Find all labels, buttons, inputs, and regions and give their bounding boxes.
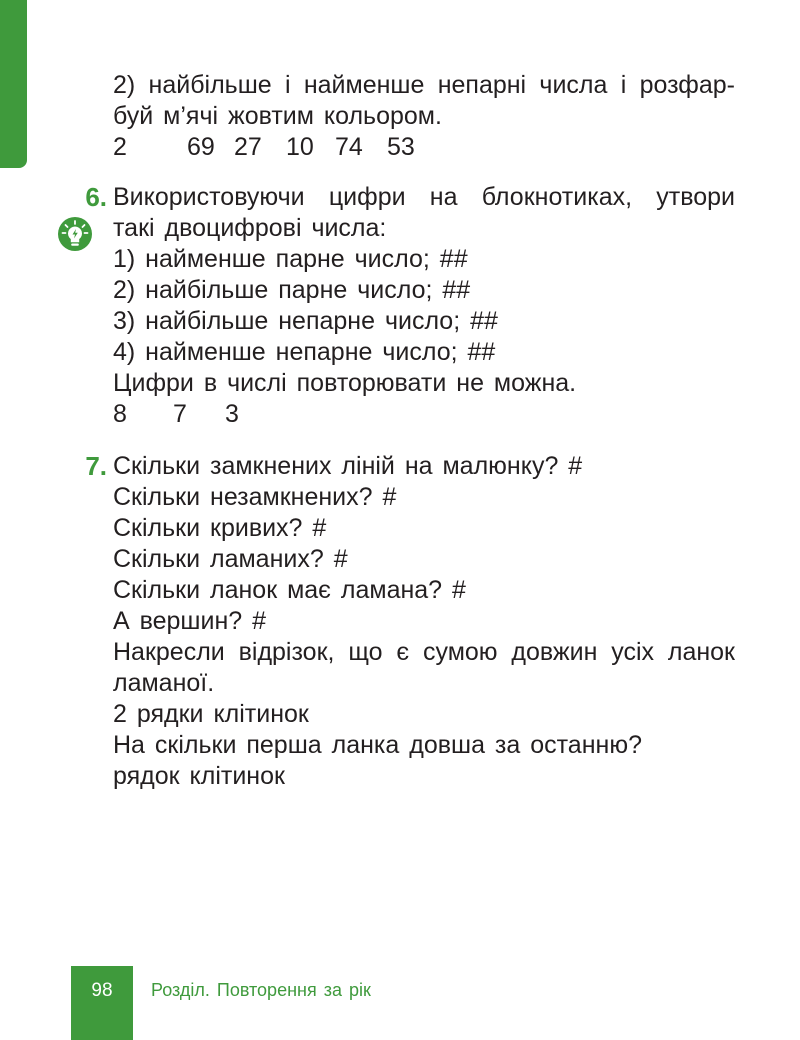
task7-line-3: Скільки кривих? # — [113, 514, 327, 542]
number-item: 53 — [387, 133, 415, 161]
task7-draw-line-2: ламаної. — [113, 669, 215, 697]
section-title: Розділ. Повторення за рік — [151, 980, 371, 1000]
task6-item-4: 4) найменше непарне число; ## — [113, 338, 496, 366]
number-item: 10 — [286, 133, 314, 161]
digit-item: 8 — [113, 400, 127, 428]
task7-question: На скільки перша ланка довша за останню? — [113, 731, 642, 759]
page-number: 98 — [91, 980, 113, 1001]
task5-numbers — [113, 132, 415, 162]
task7-cells-2: рядок клітинок — [113, 762, 285, 790]
side-tab — [0, 0, 27, 168]
number-item: 74 — [335, 133, 363, 161]
task7-number: 7. — [85, 451, 107, 481]
task7-draw-line-1: Накресли відрізок, що є сумою довжин усіх ланок — [113, 638, 735, 666]
task6-line-1: Використовуючи цифри на блокнотиках, утвори — [113, 183, 735, 211]
task7-line-6: А вершин? # — [113, 607, 267, 635]
page-number-box — [71, 966, 133, 1040]
task6-item-1: 1) найменше парне число; ## — [113, 245, 468, 273]
task6-line-2: такі двоцифрові числа: — [113, 214, 387, 242]
task7-line-1: Скільки замкнених ліній на малюнку? # — [113, 452, 583, 480]
task5-line-2: буй м’ячі жовтим кольором. — [113, 102, 442, 130]
task7-cells-1: 2 рядки клітинок — [113, 700, 309, 728]
number-item: 27 — [234, 133, 262, 161]
task6-item-2: 2) найбільше парне число; ## — [113, 276, 471, 304]
task6-digits — [113, 399, 239, 429]
task7-line-2: Скільки незамкнених? # — [113, 483, 397, 511]
task6-item-3: 3) найбільше непарне число; ## — [113, 307, 498, 335]
task7-line-5: Скільки ланок має ламана? # — [113, 576, 466, 604]
number-item: 2 — [113, 133, 127, 161]
lightbulb-icon — [58, 217, 92, 251]
digit-item: 7 — [173, 400, 187, 428]
task6-note: Цифри в числі повторювати не можна. — [113, 369, 577, 397]
number-item: 69 — [187, 133, 215, 161]
task7-line-4: Скільки ламаних? # — [113, 545, 348, 573]
task5-line-1: 2) найбільше і найменше непарні числа і розфар- — [113, 71, 735, 99]
digit-item: 3 — [225, 400, 239, 428]
task6-number: 6. — [85, 182, 107, 212]
